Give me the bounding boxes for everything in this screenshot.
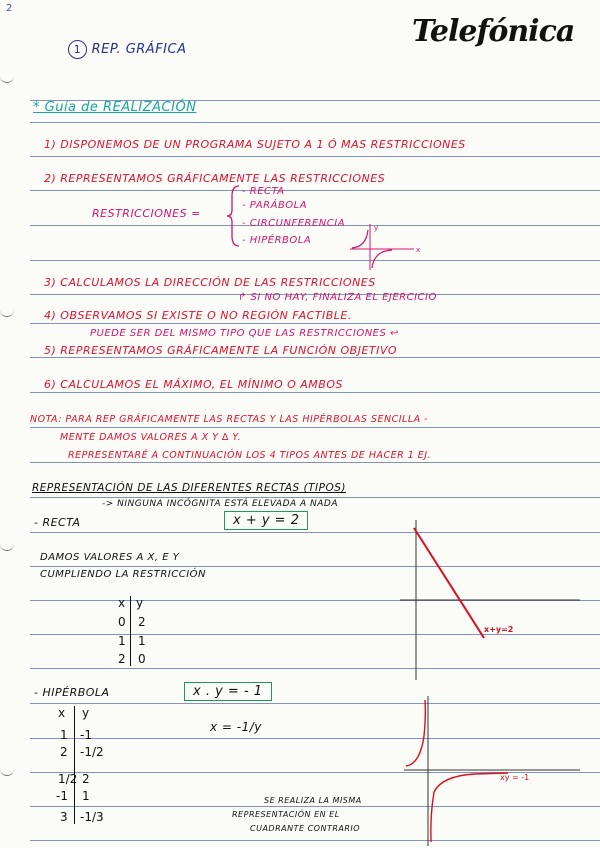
mini-axis-y-label: y bbox=[374, 224, 379, 232]
page-number: 2 bbox=[6, 3, 13, 14]
table-cell: -1/3 bbox=[80, 810, 104, 824]
restriction-type: - RECTA bbox=[242, 186, 285, 197]
recta-instructions-1: DAMOS VALORES A X, E Y bbox=[40, 552, 180, 563]
table-cell: -1 bbox=[80, 728, 92, 742]
ruled-line bbox=[30, 260, 600, 261]
recta-equation: x + y = 2 bbox=[224, 511, 308, 530]
ruled-line bbox=[30, 392, 600, 393]
guide-step-4: 4) OBSERVAMOS SI EXISTE O NO REGIÓN FACTIBLE. bbox=[44, 309, 352, 322]
restriction-type: - PARÁBOLA bbox=[242, 200, 308, 211]
table-header: y bbox=[136, 596, 144, 610]
table-cell: -1/2 bbox=[80, 745, 104, 759]
ruled-line bbox=[30, 122, 600, 123]
table-cell: 1/2 bbox=[58, 772, 78, 786]
hiperbola-footnote-1: SE REALIZA LA MISMA bbox=[264, 796, 362, 805]
binder-hole bbox=[0, 765, 14, 776]
hiperbola-formula: x = -1/y bbox=[210, 720, 262, 734]
guide-step-3-note: ↱ SI NO HAY, FINALIZA EL EJERCICIO bbox=[238, 292, 437, 303]
guide-step-4-note: PUEDE SER DEL MISMO TIPO QUE LAS RESTRICCIONES ↩ bbox=[90, 328, 399, 339]
guide-step-6: 6) CALCULAMOS EL MÁXIMO, EL MÍNIMO O AMBOS bbox=[44, 378, 343, 391]
table-cell: 2 bbox=[138, 615, 146, 629]
brand-logo: Telefónica bbox=[412, 14, 575, 49]
hiperbola-graph bbox=[404, 696, 580, 846]
table-cell: 1 bbox=[118, 634, 126, 648]
recta-annotation: -> NINGUNA INCÓGNITA ESTÁ ELEVADA A NADA bbox=[102, 499, 339, 509]
table-cell: 2 bbox=[82, 772, 90, 786]
table-header: x bbox=[58, 706, 66, 720]
restriction-type: - HIPÉRBOLA bbox=[242, 235, 312, 246]
hiperbola-curve-right bbox=[431, 773, 508, 842]
ruled-line bbox=[30, 190, 600, 191]
table-header: x bbox=[118, 596, 126, 610]
ruled-line bbox=[30, 357, 600, 358]
binder-hole bbox=[0, 306, 14, 317]
recta-graph-label: x+y=2 bbox=[484, 625, 514, 634]
table-cell: 1 bbox=[60, 728, 68, 742]
ruled-line bbox=[30, 427, 600, 428]
brace-icon bbox=[226, 184, 242, 248]
table-header: y bbox=[82, 706, 90, 720]
hiperbola-table bbox=[52, 704, 122, 828]
section-heading bbox=[68, 40, 186, 59]
guide-step-1: 1) DISPONEMOS DE UN PROGRAMA SUJETO A 1 Ó MAS RESTRICCIONES bbox=[44, 138, 466, 151]
mini-axis-x-label: x bbox=[416, 246, 421, 254]
hiperbola-graph-label: xy = -1 bbox=[500, 773, 530, 782]
table-cell: 1 bbox=[82, 789, 90, 803]
recta-instructions-2: CUMPLIENDO LA RESTRICCIÓN bbox=[40, 569, 207, 580]
table-cell: -1 bbox=[56, 789, 68, 803]
ruled-line bbox=[30, 462, 600, 463]
restriction-type: - CIRCUNFERENCIA bbox=[242, 218, 346, 229]
recta-table bbox=[112, 594, 162, 670]
guide-step-5: 5) REPRESENTAMOS GRÁFICAMENTE LA FUNCIÓN OBJETIVO bbox=[44, 344, 398, 357]
ruled-line bbox=[30, 323, 600, 324]
note-line-2: MENTE DAMOS VALORES A X Y ∆ Y. bbox=[60, 432, 241, 443]
recta-line bbox=[414, 528, 484, 638]
table-cell: 0 bbox=[138, 652, 146, 666]
section-title: REP. GRÁFICA bbox=[91, 42, 187, 57]
recta-label: - RECTA bbox=[34, 516, 81, 529]
ruled-line bbox=[30, 156, 600, 157]
hiperbola-equation: x . y = - 1 bbox=[184, 682, 272, 701]
hiperbola-footnote-3: CUADRANTE CONTRARIO bbox=[250, 824, 361, 833]
hiperbola-curve-left bbox=[406, 700, 425, 766]
hiperbola-label: - HIPÉRBOLA bbox=[34, 686, 110, 699]
note-line-3: REPRESENTARÉ A CONTINUACIÓN LOS 4 TIPOS ANTES DE HACER 1 EJ. bbox=[68, 450, 432, 461]
restrictions-label: RESTRICCIONES = bbox=[92, 207, 201, 220]
table-cell: 1 bbox=[138, 634, 146, 648]
table-cell: 3 bbox=[60, 810, 68, 824]
recta-graph bbox=[400, 520, 580, 680]
mini-hyperbola-sketch bbox=[348, 222, 428, 272]
table-divider bbox=[130, 596, 131, 666]
types-title: REPRESENTACIÓN DE LAS DIFERENTES RECTAS (TIPOS) bbox=[32, 482, 347, 494]
hiperbola-footnote-2: REPRESENTACIÓN EN EL bbox=[232, 810, 340, 819]
table-cell: 2 bbox=[60, 745, 68, 759]
binder-hole bbox=[0, 72, 14, 83]
guide-step-2: 2) REPRESENTAMOS GRÁFICAMENTE LAS RESTRICCIONES bbox=[44, 172, 386, 185]
binder-hole bbox=[0, 540, 14, 551]
table-divider bbox=[74, 706, 75, 824]
table-cell: 2 bbox=[118, 652, 126, 666]
note-line-1: NOTA: PARA REP GRÁFICAMENTE LAS RECTAS Y LAS HIPÉRBOLAS SENCILLA - bbox=[30, 414, 429, 425]
section-number: 1 bbox=[68, 40, 87, 59]
guide-step-3: 3) CALCULAMOS LA DIRECCIÓN DE LAS RESTRICCIONES bbox=[44, 276, 376, 289]
ruled-line bbox=[30, 497, 600, 498]
table-cell: 0 bbox=[118, 615, 126, 629]
guide-title: * Guía de REALIZACIÓN bbox=[33, 100, 197, 115]
